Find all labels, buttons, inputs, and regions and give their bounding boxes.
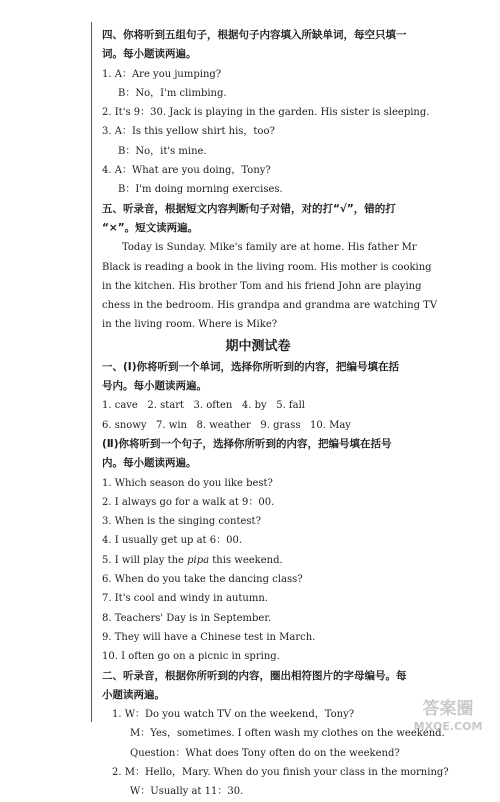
word-options-row: 1. cave 2. start 3. often 4. by 5. fall: [102, 400, 305, 412]
watermark-text-en: MXQE.COM: [413, 720, 483, 733]
passage-line: in the kitchen. His brother Tom and his friend John are playing: [102, 280, 422, 292]
list-item: B：I'm doing morning exercises.: [118, 184, 283, 196]
part2-heading-cont: 内。每小题读两遍。: [102, 457, 197, 470]
part1-heading-cont: 号内。每小题读两遍。: [102, 380, 207, 393]
passage-line: Today is Sunday. Mike's family are at home. His father Mr: [122, 242, 417, 254]
watermark-text-cn: 答案圈: [422, 699, 474, 719]
list-item: B：No，it's mine.: [118, 145, 207, 157]
part2-heading: (Ⅱ)你将听到一个句子，选择你所听到的内容，把编号填在括号: [102, 437, 392, 450]
dialogue-line: 1. W：Do you watch TV on the weekend，Tony?: [112, 709, 355, 721]
list-item: 2. It's 9：30. Jack is playing in the garden. His sister is sleeping.: [102, 107, 430, 119]
list-item: 1. A：Are you jumping?: [102, 68, 222, 80]
list-item: B：No，I'm climbing.: [118, 87, 227, 99]
passage-line: chess in the bedroom. His grandpa and grandma are watching TV: [102, 300, 438, 312]
sentence-item: 10. I often go on a picnic in spring.: [102, 651, 280, 663]
sentence-item: 4. I usually get up at 6：00.: [102, 535, 243, 547]
section4-heading-cont: 词。每小题读两遍。: [102, 48, 197, 61]
sentence-item: 3. When is the singing contest?: [102, 516, 261, 528]
list-item: 4. A：What are you doing，Tony?: [102, 165, 271, 177]
dialogue-line: 2. M：Hello，Mary. When do you finish your class in the morning?: [112, 766, 449, 778]
watermark-logo: [400, 694, 496, 734]
exam-title: 期中测试卷: [225, 338, 291, 354]
margin-rule: [91, 22, 92, 722]
passage-line: Black is reading a book in the living room. His mother is cooking: [102, 261, 432, 273]
part3-heading-cont: 小题读两遍。: [102, 688, 165, 701]
sentence-item: 6. When do you take the dancing class?: [102, 574, 303, 586]
sentence5-italic: pipa: [187, 554, 210, 566]
sentence-item: 8. Teachers' Day is in September.: [102, 612, 272, 624]
part1-heading: 一、(Ⅰ)你将听到一个单词，选择你所听到的内容，把编号填在括: [102, 360, 400, 373]
sentence-item: 2. I always go for a walk at 9：00.: [102, 496, 275, 508]
list-item: 3. A：Is this yellow shirt his，too?: [102, 126, 275, 138]
sentence-item: 9. They will have a Chinese test in March.: [102, 631, 316, 643]
dialogue-line: Question：What does Tony often do on the weekend?: [130, 747, 400, 759]
passage-line: in the living room. Where is Mike?: [102, 319, 278, 331]
sentence-item: 1. Which season do you like best?: [102, 477, 273, 489]
dialogue-line: M：Yes，sometimes. I often wash my clothes on the weekend.: [130, 728, 445, 740]
sentence-item: 7. It's cool and windy in autumn.: [102, 593, 268, 605]
section4-heading: 四、你将听到五组句子，根据句子内容填入所缺单词，每空只填一: [102, 29, 407, 41]
section5-heading: 五、听录音，根据短文内容判断句子对错，对的打“√”，错的打: [102, 202, 396, 215]
sentence-item: [102, 551, 414, 570]
part3-heading: 二、听录音，根据你所听到的内容，圈出相符图片的字母编号。每: [102, 669, 407, 682]
dialogue-line: W：Usually at 11：30.: [130, 786, 244, 798]
word-options-row: 6. snowy 7. win 8. weather 9. grass 10. May: [102, 419, 351, 431]
section5-heading-cont: “×”。短文读两遍。: [102, 221, 199, 234]
sentence5-pre: 5. I will play the: [102, 554, 188, 566]
sentence5-post: this weekend.: [209, 554, 283, 566]
